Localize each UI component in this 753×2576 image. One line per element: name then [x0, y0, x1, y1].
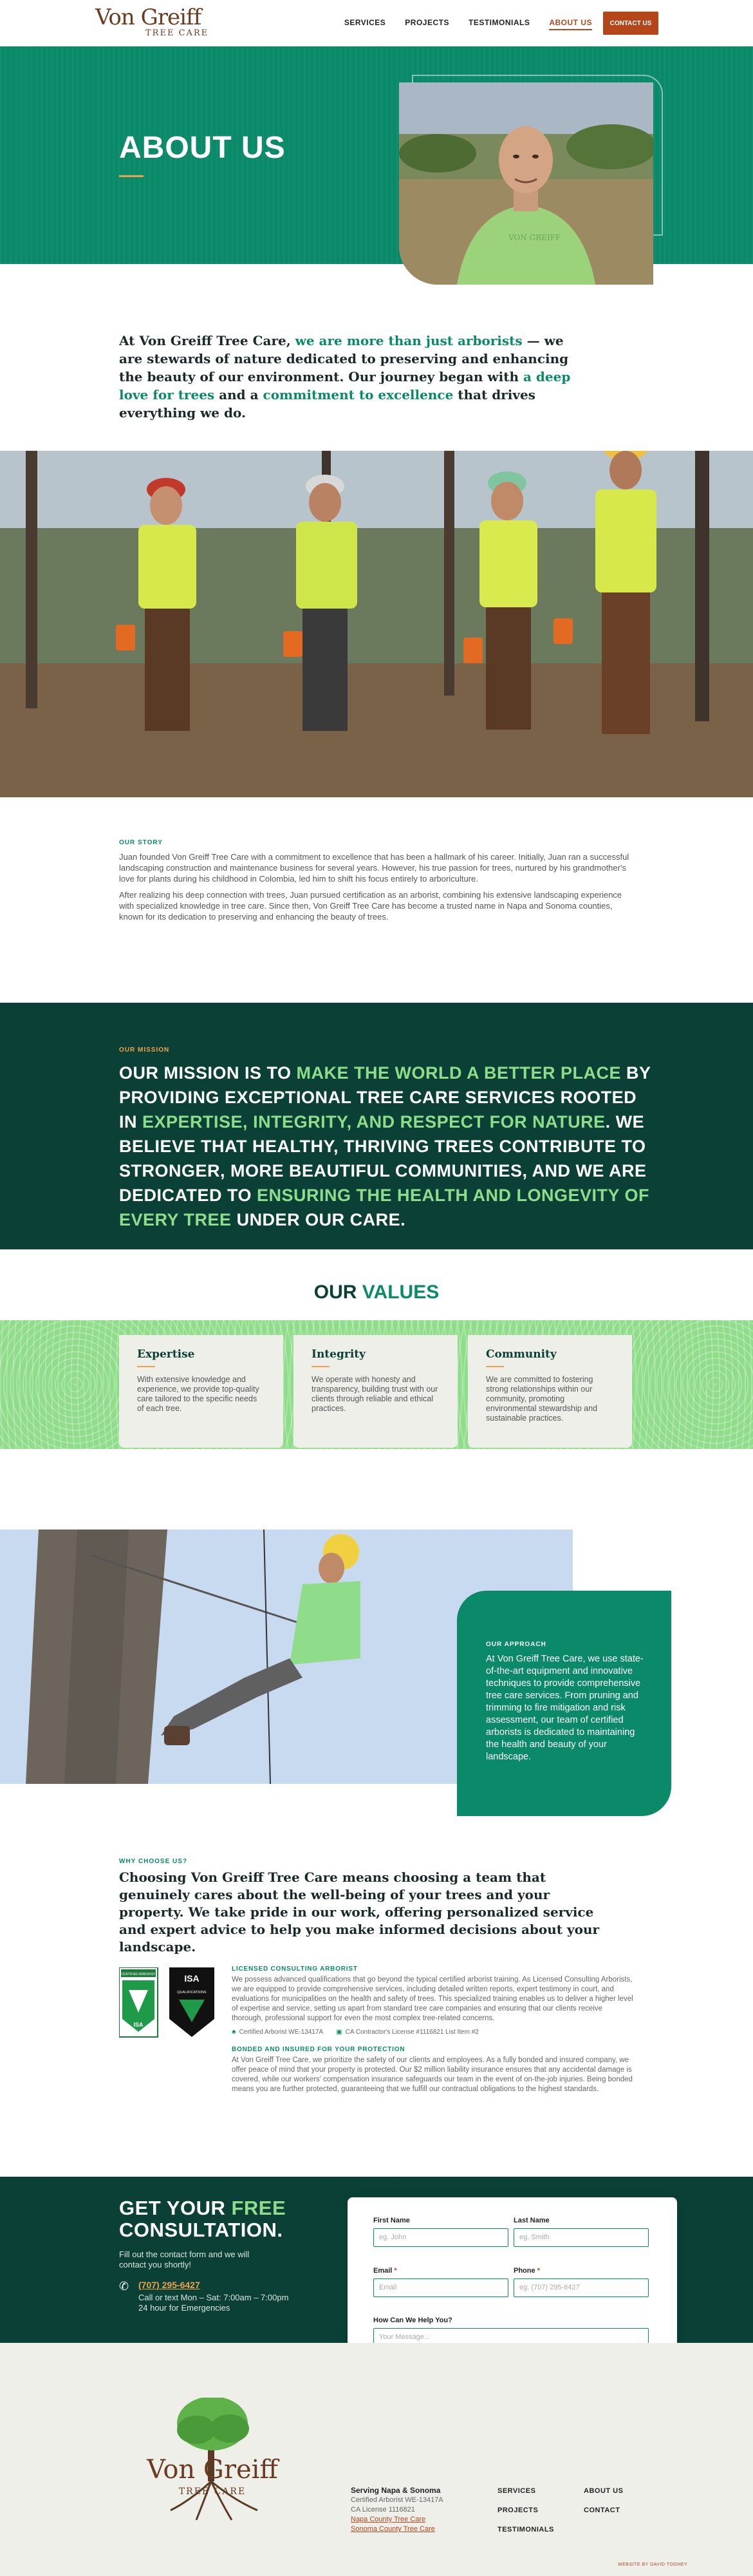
footer-license: CA License 1116821: [351, 2506, 415, 2514]
crew-photo: [0, 451, 753, 797]
value-text: With extensive knowledge and experience, we provide top-quality care tailored to the specific needs of each tree.: [137, 1375, 259, 1413]
phone-label-text: Phone: [514, 2267, 535, 2275]
site-footer: [0, 2343, 753, 2576]
mission-section: [0, 1003, 753, 1249]
value-text: We are committed to fostering strong relationships within our community, promoting environmental stewardship and sustainable practices.: [486, 1375, 598, 1423]
values-title-a: OUR: [313, 1282, 362, 1303]
footer-cert: Certified Arborist WE-13417A: [351, 2496, 443, 2504]
message-textarea[interactable]: Your Message...: [373, 2328, 649, 2383]
badge2-label: QUALIFICATIONS: [177, 1991, 207, 1994]
leaf-icon: ♣: [232, 2029, 236, 2036]
consult-heading-1: GET YOUR: [119, 2197, 232, 2219]
last-name-input[interactable]: eg. Smith: [514, 2228, 649, 2247]
story-label: OUR STORY: [119, 839, 163, 846]
intro-highlight-3: commitment to excellence: [263, 387, 454, 402]
footer-link-napa[interactable]: Napa County Tree Care: [351, 2515, 426, 2523]
consult-subtext: Fill out the contact form and we will contact you shortly!: [119, 2249, 250, 2269]
isa-certified-badge: [119, 1967, 158, 2037]
footer-info: [351, 2486, 443, 2534]
consult-heading-2: CONSULTATION.: [119, 2219, 283, 2241]
worker-4: [595, 451, 656, 734]
mission-highlight-2: EXPERTISE, INTEGRITY, AND RESPECT FOR NATURE: [142, 1112, 606, 1132]
hours-line-2: 24 hour for Emergencies: [138, 2303, 230, 2313]
required-mark: *: [537, 2267, 540, 2275]
footer-link-sonoma[interactable]: Sonoma County Tree Care: [351, 2525, 435, 2533]
phone-link[interactable]: (707) 295-6427: [138, 2280, 200, 2290]
phone-label: [514, 2267, 540, 2275]
footer-logo-text: Von Greiff: [147, 2455, 278, 2485]
email-label: [373, 2267, 397, 2275]
mission-text-4: UNDER OUR CARE.: [231, 1210, 406, 1229]
email-label-text: Email: [373, 2267, 393, 2275]
value-divider: [137, 1366, 155, 1367]
intro-text-4: that drives everything we do.: [119, 387, 535, 421]
footer-serving: Serving Napa & Sonoma: [351, 2486, 441, 2495]
chip-license-text: CA Contractor's License #1116821 List Item #2: [345, 2029, 479, 2036]
cred2-title: BONDED AND INSURED FOR YOUR PROTECTION: [232, 2046, 405, 2053]
founder-photo: [399, 82, 653, 285]
value-card-integrity: [293, 1335, 458, 1448]
why-heading: Choosing Von Greiff Tree Care means choosing a team that genuinely cares about the well-being of your trees and your property. We take pride in our work, offering personalized service and expert advice to help you make informed decisions about your landscape.: [119, 1870, 600, 1955]
intro-text-3: and a: [214, 387, 263, 402]
page-title: ABOUT US: [119, 131, 286, 165]
footer-nav-testimonials[interactable]: TESTIMONIALS: [497, 2526, 554, 2533]
our-story-section: [119, 839, 634, 922]
hero-section: [0, 46, 753, 264]
intro-text-2: — we are stewards of nature dedicated to preserving and enhancing the beauty of our environment. Our journey began with: [119, 333, 569, 384]
value-title: Expertise: [137, 1348, 195, 1361]
last-name-label: Last Name: [514, 2217, 550, 2224]
intro-statement: [119, 332, 582, 422]
logo-subtitle: TREE CARE: [145, 28, 209, 38]
chip-arborist-text: Certified Arborist WE-13417A: [239, 2029, 324, 2036]
nav-testimonials[interactable]: TESTIMONIALS: [468, 18, 530, 27]
approach-text: At Von Greiff Tree Care, we use state-of-the-art equipment and innovative techniques to provide comprehensive tree care services. From pruning and trimming to fire mitigation and risk assessment, our team of certified arborists is dedicated to maintaining the health and beauty of your landscape.: [486, 1654, 644, 1762]
consult-heading-free: FREE: [231, 2197, 286, 2219]
story-paragraph-2: After realizing his deep connection with trees, Juan pursued certification as an arborist, combining his extensive landscaping experience with specialized knowledge in tree care. Since then, Von Greiff Tree Care has become a trusted name in Napa and Sonoma counties, known for its dedication to preserving and enhancing the beauty of trees.: [119, 890, 622, 922]
isa-qualifications-badge: [169, 1967, 214, 2037]
contact-us-button[interactable]: CONTACT US: [603, 12, 658, 35]
cred1-text: We possess advanced qualifications that go beyond the typical certified arborist training. As Licensed Consulting Arborists, we are equipped to provide comprehensive services, including detailed written reports, expert testimony in court, and evaluations for municipalities on the health and safety of trees. This specialized training enables us to deliver a higher level of expertise and service, setting us apart from standard tree care companies and ensuring that our clients receive thorough, professional support for even the most complex tree-related concerns.: [232, 1976, 633, 2022]
approach-label: OUR APPROACH: [486, 1641, 546, 1648]
value-divider: [486, 1366, 504, 1367]
value-divider: [311, 1366, 330, 1367]
site-logo[interactable]: [95, 5, 209, 38]
mission-highlight-3: ENSURING THE HEALTH AND LONGEVITY OF EVERY TREE: [119, 1186, 650, 1229]
footer-nav-contact[interactable]: CONTACT: [584, 2506, 620, 2514]
why-label: WHY CHOOSE US?: [119, 1858, 188, 1865]
chip-license: [336, 2029, 479, 2036]
credentials: [232, 1965, 634, 2094]
site-header: [0, 0, 753, 46]
story-paragraph-1: Juan founded Von Greiff Tree Care with a commitment to excellence that has been a hallmark of his career. Initially, Juan ran a successful landscaping construction and maintenance business for several years. However, his true passion for trees, nurtured by his grandmother's love for plants during his childhood in Colombia, led him to shift his focus entirely to arboriculture.: [119, 852, 629, 884]
value-title: Integrity: [311, 1348, 366, 1361]
logo-text: Von Greiff: [95, 5, 201, 30]
message-label: How Can We Help You?: [373, 2316, 452, 2324]
email-input[interactable]: Email: [373, 2278, 508, 2297]
required-mark: *: [394, 2267, 397, 2275]
intro-highlight-1: we are more than just arborists: [295, 333, 523, 348]
nav-about-us[interactable]: ABOUT US: [549, 18, 592, 30]
chip-arborist: [232, 2029, 323, 2036]
footer-nav-about[interactable]: ABOUT US: [584, 2487, 624, 2495]
footer-nav-services[interactable]: SERVICES: [497, 2487, 536, 2495]
mission-highlight-1: MAKE THE WORLD A BETTER PLACE: [296, 1063, 622, 1083]
first-name-label: First Name: [373, 2217, 410, 2224]
phone-input[interactable]: eg. (707) 295-6427: [514, 2278, 649, 2297]
cred2-text: At Von Greiff Tree Care, we prioritize the safety of our clients and employees. As a fully bonded and insured company, we offer peace of mind that your property is protected. Our $2 million liability insurance ensures that any accidental damage is covered, while our workers' compensation insurance safeguards our team in the event of on-the-job injuries. Being bonded means you are further protected, guaranteeing that we fulfill our contractual obligations to the highest standards.: [232, 2056, 633, 2093]
mission-statement: [119, 1061, 653, 1232]
mission-text-3: . WE BELIEVE THAT HEALTHY, THRIVING TREES CONTRIBUTE TO STRONGER, MORE BEAUTIFUL COMMUNITIES, AND WE ARE DEDICATED TO: [119, 1112, 647, 1205]
main-nav: [344, 18, 592, 30]
value-card-expertise: [119, 1335, 283, 1448]
badge1-label: CERTIFIED ARBORIST: [121, 1973, 156, 1976]
mission-text-2: BY PROVIDING EXCEPTIONAL TREE CARE SERVICES ROOTED IN: [119, 1063, 651, 1132]
license-icon: ▣: [336, 2029, 342, 2036]
phone-icon: ✆: [119, 2280, 129, 2293]
nav-projects[interactable]: PROJECTS: [405, 18, 449, 27]
value-title: Community: [486, 1348, 557, 1361]
hours-line-1: Call or text Mon – Sat: 7:00am – 7:00pm: [138, 2293, 289, 2302]
site-credit[interactable]: WEBSITE BY DAVID TOOHEY: [618, 2562, 688, 2567]
title-underline: [119, 175, 144, 177]
footer-nav-projects[interactable]: PROJECTS: [497, 2506, 539, 2514]
value-card-community: [468, 1335, 632, 1448]
mission-text-1: OUR MISSION IS TO: [119, 1063, 297, 1083]
nav-services[interactable]: SERVICES: [344, 18, 386, 27]
shirt-logo: VON GREIFF: [508, 233, 561, 242]
cred1-title: LICENSED CONSULTING ARBORIST: [232, 1965, 358, 1973]
badge2-isa: ISA: [184, 1973, 200, 1984]
values-title-b: VALUES: [362, 1282, 440, 1303]
phone-block: [119, 2280, 288, 2313]
why-choose-us-section: [119, 1858, 615, 1969]
certification-badges: [119, 1967, 222, 2038]
footer-logo[interactable]: [126, 2398, 299, 2523]
intro-text-1: At Von Greiff Tree Care,: [119, 333, 295, 348]
intro-highlight-2: a deep love for trees: [119, 369, 571, 402]
footer-logo-sub: TREE CARE: [178, 2486, 246, 2497]
badge1-isa: ISA: [133, 2022, 144, 2028]
consult-heading: [119, 2197, 286, 2241]
mission-label: OUR MISSION: [119, 1046, 170, 1054]
approach-card: [457, 1591, 671, 1816]
cred-chips: [232, 2029, 634, 2036]
first-name-input[interactable]: eg. John: [373, 2228, 508, 2247]
value-text: We operate with honesty and transparency, building trust with our clients through reliable and ethical practices.: [311, 1375, 438, 1413]
values-title: [0, 1282, 753, 1303]
